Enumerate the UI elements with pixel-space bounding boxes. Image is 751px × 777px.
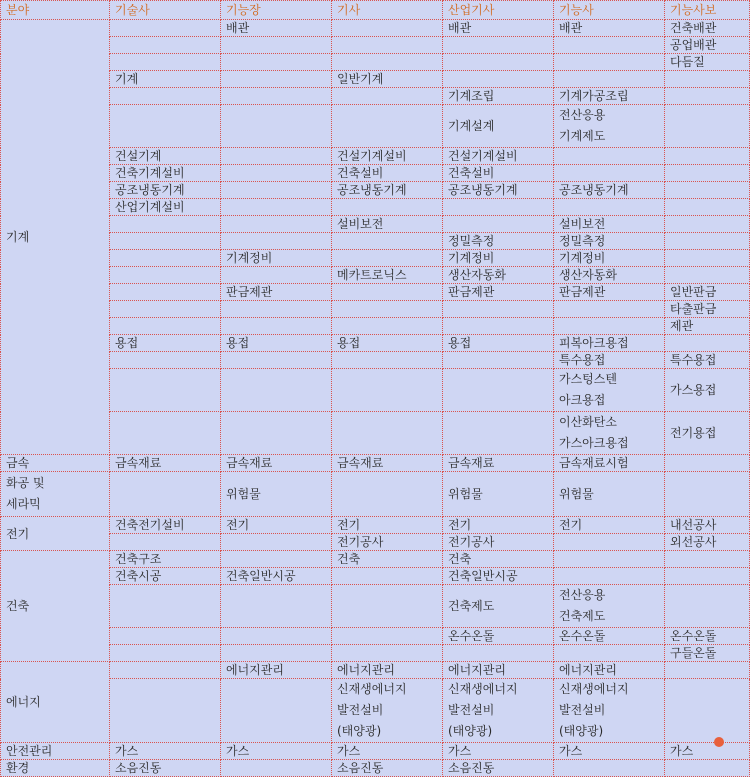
table-cell: 타출판금	[665, 301, 750, 318]
table-cell	[665, 165, 750, 182]
field-cell: 전기	[1, 517, 110, 551]
table-cell	[332, 105, 443, 148]
table-cell: 판금제관	[554, 284, 665, 301]
table-cell: 가스	[110, 743, 221, 760]
table-cell: 가스	[332, 743, 443, 760]
table-cell	[221, 148, 332, 165]
table-cell	[221, 199, 332, 216]
table-cell	[221, 267, 332, 284]
table-row	[1, 267, 750, 284]
table-cell	[332, 628, 443, 645]
table-row	[1, 551, 750, 568]
table-row	[1, 412, 750, 455]
table-row	[1, 352, 750, 369]
table-row	[1, 88, 750, 105]
table-row	[1, 284, 750, 301]
table-row	[1, 760, 750, 777]
table-row	[1, 199, 750, 216]
table-cell: 온수온돌	[554, 628, 665, 645]
table-cell	[554, 301, 665, 318]
table-cell	[110, 105, 221, 148]
table-cell: 에너지관리	[332, 662, 443, 679]
table-cell	[110, 20, 221, 37]
table-cell: 생산자동화	[443, 267, 554, 284]
table-cell	[110, 679, 221, 743]
table-cell: 신재생에너지 발전설비 (태양광)	[554, 679, 665, 743]
table-cell: 가스	[554, 743, 665, 760]
table-cell	[665, 250, 750, 267]
table-cell	[332, 54, 443, 71]
table-cell: 기계	[110, 71, 221, 88]
table-cell: 금속재료시험	[554, 455, 665, 472]
table-cell	[221, 585, 332, 628]
table-cell	[332, 301, 443, 318]
table-cell	[443, 71, 554, 88]
table-cell: 전기	[554, 517, 665, 534]
table-cell: 정밀측정	[554, 233, 665, 250]
table-cell	[221, 760, 332, 777]
table-cell	[665, 71, 750, 88]
table-cell: 에너지관리	[443, 662, 554, 679]
table-cell: 이산화탄소 가스아크용접	[554, 412, 665, 455]
table-cell	[221, 551, 332, 568]
table-cell	[221, 54, 332, 71]
table-cell	[443, 54, 554, 71]
table-cell	[332, 645, 443, 662]
table-cell: 용접	[332, 335, 443, 352]
field-cell: 안전관리	[1, 743, 110, 760]
table-cell	[110, 662, 221, 679]
table-cell: 공조냉동기계	[110, 182, 221, 199]
table-cell	[110, 267, 221, 284]
table-cell	[665, 455, 750, 472]
table-row	[1, 534, 750, 551]
table-cell	[554, 318, 665, 335]
table-cell	[554, 568, 665, 585]
table-cell: 전기	[332, 517, 443, 534]
table-cell: 전기공사	[332, 534, 443, 551]
header-master-craftsman: 기능장	[221, 1, 332, 20]
table-cell: 용접	[110, 335, 221, 352]
table-cell: 기계조립	[443, 88, 554, 105]
table-cell: 피복아크용접	[554, 335, 665, 352]
table-cell	[221, 534, 332, 551]
table-cell: 판금제관	[443, 284, 554, 301]
table-cell	[221, 37, 332, 54]
table-cell	[554, 534, 665, 551]
table-cell: 가스	[665, 743, 750, 760]
table-cell	[443, 199, 554, 216]
table-cell: 공조냉동기계	[443, 182, 554, 199]
header-engineer-professional: 기술사	[110, 1, 221, 20]
table-cell	[221, 182, 332, 199]
table-row	[1, 165, 750, 182]
table-cell: 가스용접	[665, 369, 750, 412]
table-cell	[665, 182, 750, 199]
table-cell	[665, 568, 750, 585]
table-row	[1, 568, 750, 585]
table-cell	[221, 165, 332, 182]
field-cell: 환경	[1, 760, 110, 777]
table-cell	[221, 233, 332, 250]
table-cell	[221, 679, 332, 743]
table-cell	[443, 645, 554, 662]
table-cell: 전기용접	[665, 412, 750, 455]
table-cell: 건축시공	[110, 568, 221, 585]
table-cell	[665, 233, 750, 250]
table-cell: 배관	[554, 20, 665, 37]
field-cell: 기계	[1, 20, 110, 455]
table-cell	[110, 412, 221, 455]
table-cell: 건설기계	[110, 148, 221, 165]
table-cell	[443, 369, 554, 412]
table-cell: 가스텅스텐 아크용접	[554, 369, 665, 412]
table-cell	[332, 412, 443, 455]
table-cell	[332, 88, 443, 105]
table-row	[1, 628, 750, 645]
table-cell	[110, 352, 221, 369]
table-row	[1, 233, 750, 250]
table-cell: 건축전기설비	[110, 517, 221, 534]
table-cell	[665, 585, 750, 628]
field-cell: 금속	[1, 455, 110, 472]
table-cell: 가스	[221, 743, 332, 760]
table-cell: 외선공사	[665, 534, 750, 551]
table-cell	[443, 301, 554, 318]
table-cell: 배관	[221, 20, 332, 37]
table-cell: 기계설계	[443, 105, 554, 148]
table-cell: 전기	[221, 517, 332, 534]
table-cell	[110, 472, 221, 517]
table-cell: 건축배관	[665, 20, 750, 37]
table-cell: 산업기계설비	[110, 199, 221, 216]
table-cell	[221, 301, 332, 318]
table-cell: 금속재료	[332, 455, 443, 472]
table-cell	[110, 37, 221, 54]
table-cell: 용접	[221, 335, 332, 352]
table-cell	[221, 645, 332, 662]
table-cell	[554, 551, 665, 568]
table-cell: 일반판금	[665, 284, 750, 301]
table-cell: 정밀측정	[443, 233, 554, 250]
table-cell: 소음진동	[110, 760, 221, 777]
table-cell	[110, 216, 221, 233]
table-cell: 기계정비	[221, 250, 332, 267]
table-cell	[665, 88, 750, 105]
table-cell	[110, 250, 221, 267]
table-cell	[665, 679, 750, 743]
table-cell	[110, 284, 221, 301]
table-cell: 건축	[332, 551, 443, 568]
table-cell: 건축구조	[110, 551, 221, 568]
table-cell	[332, 318, 443, 335]
table-cell	[665, 472, 750, 517]
table-cell: 전산응용 기계제도	[554, 105, 665, 148]
table-cell: 생산자동화	[554, 267, 665, 284]
table-cell	[665, 199, 750, 216]
table-cell	[332, 472, 443, 517]
table-cell	[554, 760, 665, 777]
header-row	[1, 1, 750, 20]
table-cell: 다듬질	[665, 54, 750, 71]
table-cell: 기계정비	[443, 250, 554, 267]
table-row	[1, 216, 750, 233]
table-cell	[554, 645, 665, 662]
table-cell: 건축일반시공	[443, 568, 554, 585]
table-cell	[554, 71, 665, 88]
table-row	[1, 455, 750, 472]
table-cell	[332, 369, 443, 412]
table-cell: 건설기계설비	[332, 148, 443, 165]
table-row	[1, 20, 750, 37]
table-cell: 금속재료	[110, 455, 221, 472]
table-cell	[332, 585, 443, 628]
table-cell	[332, 284, 443, 301]
table-cell: 공조냉동기계	[554, 182, 665, 199]
table-row	[1, 679, 750, 743]
table-cell: 건축기계설비	[110, 165, 221, 182]
field-cell: 건축	[1, 551, 110, 662]
table-cell	[110, 301, 221, 318]
table-cell	[110, 318, 221, 335]
table-cell: 금속재료	[221, 455, 332, 472]
table-cell	[110, 88, 221, 105]
status-dot-icon	[714, 737, 724, 747]
field-cell: 화공 및 세라믹	[1, 472, 110, 517]
table-cell	[110, 369, 221, 412]
table-cell: 전기공사	[443, 534, 554, 551]
table-row	[1, 517, 750, 534]
table-row	[1, 743, 750, 760]
table-cell	[554, 54, 665, 71]
table-cell	[221, 318, 332, 335]
table-cell: 용접	[443, 335, 554, 352]
table-cell	[332, 250, 443, 267]
table-row	[1, 148, 750, 165]
table-cell	[665, 551, 750, 568]
table-row	[1, 54, 750, 71]
header-engineer: 기사	[332, 1, 443, 20]
table-cell	[332, 199, 443, 216]
table-cell: 온수온돌	[443, 628, 554, 645]
table-cell: 제관	[665, 318, 750, 335]
table-row	[1, 250, 750, 267]
table-cell	[110, 628, 221, 645]
table-cell: 기계정비	[554, 250, 665, 267]
table-cell	[665, 148, 750, 165]
table-cell	[665, 662, 750, 679]
table-cell	[554, 165, 665, 182]
table-row	[1, 585, 750, 628]
table-cell	[221, 105, 332, 148]
table-cell: 금속재료	[443, 455, 554, 472]
table-cell	[665, 216, 750, 233]
table-row	[1, 318, 750, 335]
table-cell: 가스	[443, 743, 554, 760]
table-cell: 기계가공조립	[554, 88, 665, 105]
table-cell	[110, 534, 221, 551]
table-cell: 공조냉동기계	[332, 182, 443, 199]
table-cell	[443, 412, 554, 455]
table-cell	[332, 233, 443, 250]
table-cell	[554, 148, 665, 165]
table-cell	[554, 199, 665, 216]
table-cell: 특수용접	[554, 352, 665, 369]
table-row	[1, 301, 750, 318]
table-cell: 내선공사	[665, 517, 750, 534]
table-row	[1, 71, 750, 88]
table-cell: 메카트로닉스	[332, 267, 443, 284]
table-cell	[110, 54, 221, 71]
table-cell	[665, 760, 750, 777]
table-cell	[221, 628, 332, 645]
table-row	[1, 182, 750, 199]
table-cell	[665, 267, 750, 284]
table-cell: 판금제관	[221, 284, 332, 301]
table-row	[1, 335, 750, 352]
table-cell	[110, 585, 221, 628]
field-cell: 에너지	[1, 662, 110, 743]
header-industrial-engineer: 산업기사	[443, 1, 554, 20]
table-cell	[221, 216, 332, 233]
table-cell	[443, 318, 554, 335]
table-row	[1, 37, 750, 54]
table-cell: 설비보전	[332, 216, 443, 233]
table-cell	[332, 20, 443, 37]
table-cell	[332, 568, 443, 585]
table-cell	[110, 645, 221, 662]
table-cell: 신재생에너지 발전설비 (태양광)	[332, 679, 443, 743]
table-cell: 에너지관리	[554, 662, 665, 679]
table-row	[1, 369, 750, 412]
table-cell	[332, 352, 443, 369]
table-cell: 건축	[443, 551, 554, 568]
header-craftsman: 기능사	[554, 1, 665, 20]
table-cell	[665, 105, 750, 148]
table-cell: 건축설비	[332, 165, 443, 182]
table-cell: 위험물	[443, 472, 554, 517]
table-cell	[332, 37, 443, 54]
table-cell	[221, 412, 332, 455]
table-cell: 소음진동	[332, 760, 443, 777]
table-cell	[443, 37, 554, 54]
table-cell: 에너지관리	[221, 662, 332, 679]
table-row	[1, 662, 750, 679]
table-cell: 일반기계	[332, 71, 443, 88]
table-cell	[443, 352, 554, 369]
table-cell	[221, 369, 332, 412]
table-row	[1, 105, 750, 148]
table-cell: 설비보전	[554, 216, 665, 233]
header-craftsman-assistant: 기능사보	[665, 1, 750, 20]
table-cell: 전산응용 건축제도	[554, 585, 665, 628]
table-cell	[221, 352, 332, 369]
table-cell: 위험물	[554, 472, 665, 517]
table-cell	[665, 335, 750, 352]
table-cell: 배관	[443, 20, 554, 37]
table-cell	[443, 216, 554, 233]
table-cell: 특수용접	[665, 352, 750, 369]
table-cell: 신재생에너지 발전설비 (태양광)	[443, 679, 554, 743]
table-cell	[221, 88, 332, 105]
table-cell: 소음진동	[443, 760, 554, 777]
table-cell	[110, 233, 221, 250]
table-cell: 전기	[443, 517, 554, 534]
header-field: 분야	[1, 1, 110, 20]
table-cell	[221, 71, 332, 88]
table-cell: 건축일반시공	[221, 568, 332, 585]
table-cell	[554, 37, 665, 54]
table-row	[1, 472, 750, 517]
table-cell: 위험물	[221, 472, 332, 517]
table-cell: 공업배관	[665, 37, 750, 54]
table-cell: 건축설비	[443, 165, 554, 182]
table-row	[1, 645, 750, 662]
table-cell: 건축제도	[443, 585, 554, 628]
table-cell: 건설기계설비	[443, 148, 554, 165]
table-cell: 구들온돌	[665, 645, 750, 662]
table-cell: 온수온돌	[665, 628, 750, 645]
